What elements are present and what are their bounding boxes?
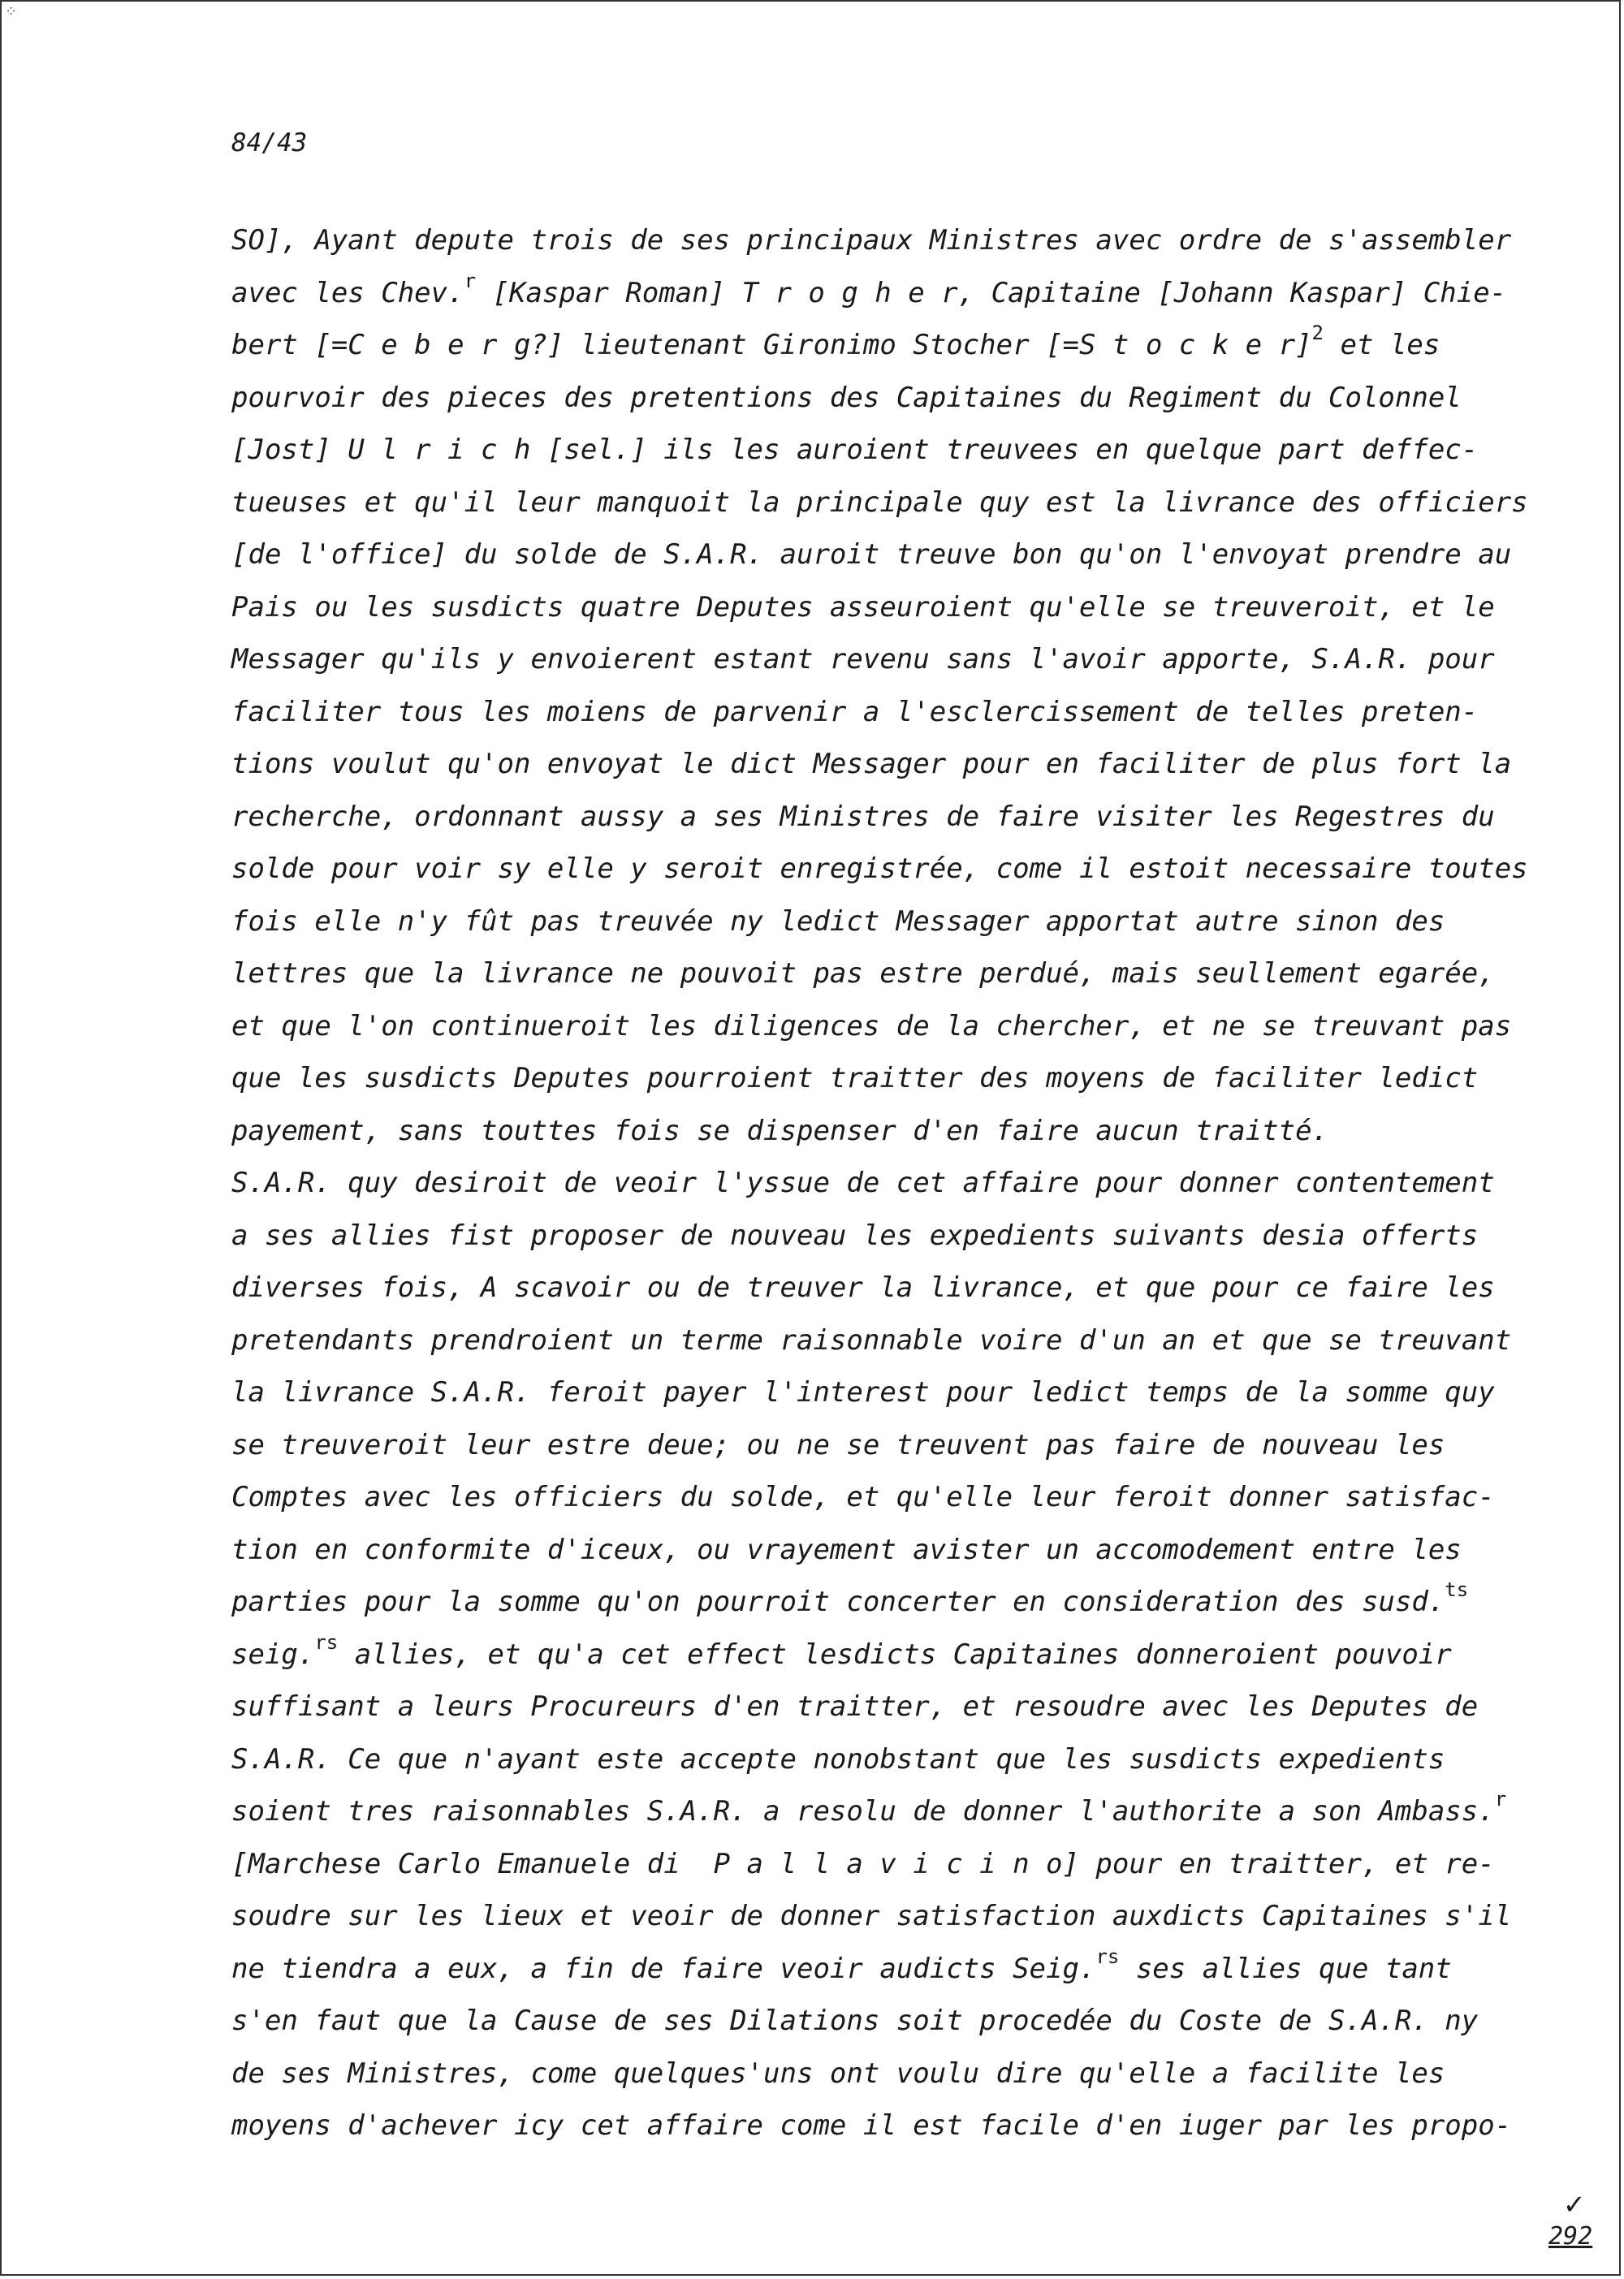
text-segment: Comptes avec les officiers du solde, et qu'elle leur feroit donner satisfac- <box>231 1481 1495 1513</box>
text-line <box>231 2048 1612 2100</box>
text-segment: soient tres raisonnables S.A.R. a resolu de donner l'authorite a son Ambass. <box>231 1795 1495 1828</box>
superscript: ts <box>1445 1578 1469 1601</box>
text-line <box>231 581 1612 634</box>
text-segment: [de l'office] du solde de S.A.R. auroit treuve bon qu'on l'envoyat prendre au <box>231 538 1512 571</box>
text-segment: [Kaspar Roman] T r o g h e r, Capitaine [Johann Kaspar] Chie- <box>476 276 1507 309</box>
text-segment: de ses Ministres, come quelques'uns ont voulu dire qu'elle a facilite les <box>231 2057 1445 2090</box>
text-segment: recherche, ordonnant aussy a ses Ministres de faire visiter les Regestres du <box>231 800 1495 833</box>
text-line <box>231 1629 1612 1681</box>
text-line <box>231 896 1612 948</box>
text-line <box>231 1471 1612 1524</box>
text-line <box>231 1524 1612 1577</box>
text-line <box>231 1314 1612 1367</box>
text-line <box>231 686 1612 739</box>
text-segment: ne tiendra a eux, a fin de faire veoir audicts Seig. <box>231 1952 1096 1985</box>
text-line <box>231 1943 1612 1996</box>
text-line <box>231 1890 1612 1943</box>
text-segment: ses allies que tant <box>1119 1952 1452 1985</box>
folio-number: 292 <box>1548 2222 1593 2251</box>
text-segment: et les <box>1324 329 1440 361</box>
text-segment: et que l'on continueroit les diligences de la chercher, et ne se treuvant pas <box>231 1009 1512 1042</box>
superscript: r <box>1494 1788 1507 1811</box>
text-segment: S.A.R. Ce que n'ayant este accepte nonobstant que les susdicts expedients <box>231 1742 1445 1776</box>
text-segment: soudre sur les lieux et veoir de donner satisfaction auxdicts Capitaines s'il <box>231 1900 1512 1932</box>
text-segment: la livrance S.A.R. feroit payer l'interest pour ledict temps de la somme quy <box>231 1376 1495 1409</box>
text-line <box>231 1733 1612 1786</box>
text-segment: fois elle n'y fût pas treuvée ny ledict Messager apportat autre sinon des <box>231 904 1445 938</box>
text-segment: tion en conformite d'iceux, ou vrayement avister un accomodement entre les <box>231 1533 1462 1566</box>
text-line <box>231 529 1612 581</box>
text-segment: solde pour voir sy elle y seroit enregistrée, come il estoit necessaire toutes <box>231 852 1528 885</box>
text-segment: s'en faut que la Cause de ses Dilations soit procedée du Coste de S.A.R. ny <box>231 2005 1479 2037</box>
text-line <box>231 1210 1612 1263</box>
text-segment: parties pour la somme qu'on pourroit concerter en consideration des susd. <box>231 1586 1445 1618</box>
text-segment: a ses allies fist proposer de nouveau les expedients suivants desia offerts <box>231 1219 1479 1252</box>
text-segment: avec les Chev. <box>231 276 464 309</box>
text-line <box>231 1785 1612 1838</box>
text-segment: lettres que la livrance ne pouvoit pas estre perdué, mais seullement egarée, <box>231 957 1495 990</box>
text-line <box>231 1262 1612 1314</box>
text-segment: tions voulut qu'on envoyat le dict Messager pour en faciliter de plus fort la <box>231 748 1512 780</box>
superscript: rs <box>314 1630 339 1654</box>
text-segment: diverses fois, A scavoir ou de treuver la livrance, et que pour ce faire les <box>231 1271 1495 1304</box>
text-segment: Messager qu'ils y envoierent estant revenu sans l'avoir apporte, S.A.R. pour <box>231 643 1495 675</box>
text-segment: que les susdicts Deputes pourroient traitter des moyens de faciliter ledict <box>231 1062 1479 1094</box>
text-line <box>231 477 1612 529</box>
text-segment: SO], Ayant depute trois de ses principaux Ministres avec ordre de s'assembler <box>231 224 1512 257</box>
text-line <box>231 1681 1612 1733</box>
text-line <box>231 372 1612 425</box>
text-segment: Pais ou les susdicts quatre Deputes asseuroient qu'elle se treuveroit, et le <box>231 590 1495 624</box>
text-line <box>231 947 1612 1000</box>
text-segment: bert [=C e b e r g?] lieutenant Gironimo Stocher [=S t o c k e r] <box>231 329 1312 361</box>
text-line <box>231 1105 1612 1158</box>
text-line <box>231 1366 1612 1419</box>
text-segment: payement, sans touttes fois se dispenser d'en faire aucun traitté. <box>231 1114 1329 1147</box>
text-line <box>231 267 1612 320</box>
text-line <box>231 319 1612 372</box>
superscript: 2 <box>1311 322 1324 344</box>
text-line <box>231 2100 1612 2152</box>
text-segment: tueuses et qu'il leur manquoit la principale quy est la livrance des officiers <box>231 486 1528 519</box>
text-line <box>231 424 1612 477</box>
text-segment: seig. <box>231 1638 315 1671</box>
text-line <box>231 1000 1612 1053</box>
text-segment: se treuveroit leur estre deue; ou ne se treuvent pas faire de nouveau les <box>231 1428 1445 1461</box>
text-line <box>231 214 1612 267</box>
text-line <box>231 791 1612 844</box>
superscript: rs <box>1095 1944 1120 1968</box>
text-line <box>231 1576 1612 1629</box>
text-segment: allies, et qu'a cet effect lesdicts Capitaines donneroient pouvoir <box>338 1638 1452 1671</box>
body-text <box>231 214 1612 2152</box>
corner-mark: ⁘ <box>5 3 18 20</box>
text-line <box>231 1157 1612 1210</box>
text-segment: faciliter tous les moiens de parvenir a l'esclercissement de telles preten- <box>231 695 1479 728</box>
text-line <box>231 1052 1612 1105</box>
text-line <box>231 1995 1612 2048</box>
text-segment: moyens d'achever icy cet affaire come il est facile d'en iuger par les propo- <box>231 2109 1512 2142</box>
text-line <box>231 843 1612 896</box>
check-mark-icon: ✓ <box>1565 2186 1583 2221</box>
text-segment: [Jost] U l r i c h [sel.] ils les auroient treuvees en quelque part deffec- <box>231 434 1479 466</box>
text-line <box>231 738 1612 791</box>
text-line <box>231 1419 1612 1472</box>
text-segment: pretendants prendroient un terme raisonnable voire d'un an et que se treuvant <box>231 1323 1512 1357</box>
text-segment: [Marchese Carlo Emanuele di P a l l a v i c i n o] pour en traitter, et re- <box>231 1847 1495 1880</box>
text-line <box>231 633 1612 686</box>
text-segment: suffisant a leurs Procureurs d'en traitter, et resoudre avec les Deputes de <box>231 1690 1479 1723</box>
superscript: r <box>464 269 477 292</box>
page-reference: 84/43 <box>231 128 308 158</box>
text-line <box>231 1838 1612 1891</box>
text-segment: pourvoir des pieces des pretentions des Capitaines du Regiment du Colonnel <box>231 381 1462 414</box>
text-segment: S.A.R. quy desiroit de veoir l'yssue de cet affaire pour donner contentement <box>231 1167 1495 1199</box>
